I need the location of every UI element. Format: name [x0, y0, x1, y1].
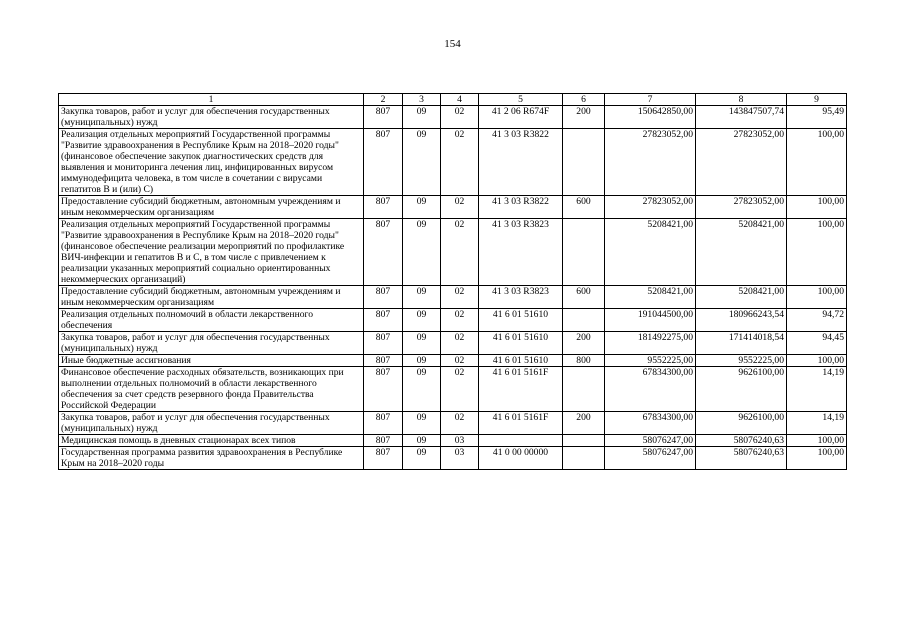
- code-cell: 807: [364, 435, 403, 447]
- table-row: [59, 309, 847, 332]
- code-cell: 600: [563, 196, 605, 219]
- code-cell: 41 6 01 5161F: [479, 412, 563, 435]
- percent-cell: 100,00: [787, 219, 847, 286]
- column-header: 9: [787, 94, 847, 106]
- amount-cell: 58076247,00: [605, 447, 696, 470]
- row-name-cell: Медицинская помощь в дневных стационарах всех типов: [59, 435, 364, 447]
- percent-cell: 94,45: [787, 332, 847, 355]
- code-cell: 02: [441, 309, 479, 332]
- code-cell: 41 3 03 R3822: [479, 129, 563, 196]
- column-header: 1: [59, 94, 364, 106]
- amount-cell: 67834300,00: [605, 367, 696, 412]
- code-cell: 200: [563, 106, 605, 129]
- table-row: [59, 367, 847, 412]
- row-name-cell: Реализация отдельных полномочий в области лекарственного обеспечения: [59, 309, 364, 332]
- code-cell: 41 6 01 51610: [479, 309, 563, 332]
- code-cell: [563, 367, 605, 412]
- row-name-cell: Реализация отдельных мероприятий Государственной программы "Развитие здравоохранения в Республике Крым на 2018–2020 годы" (финансовое обеспечение реализации мероприятий по профилактике ВИЧ-инфекции и гепатитов В и С, в том числе с привлечением к реализации указанных мероприятий социально ориентированных некоммерческих организаций): [59, 219, 364, 286]
- code-cell: 09: [403, 367, 441, 412]
- code-cell: 09: [403, 447, 441, 470]
- table-row: [59, 286, 847, 309]
- table-row: [59, 332, 847, 355]
- row-name-cell: Финансовое обеспечение расходных обязательств, возникающих при выполнении отдельных полномочий в области лекарственного обеспечения за счет средств резервного фонда Правительства Российской Федерации: [59, 367, 364, 412]
- code-cell: 807: [364, 129, 403, 196]
- column-header: 3: [403, 94, 441, 106]
- code-cell: 03: [441, 435, 479, 447]
- percent-cell: 100,00: [787, 355, 847, 367]
- column-header: 5: [479, 94, 563, 106]
- row-name-cell: Предоставление субсидий бюджетным, автономным учреждениям и иным некоммерческим организациям: [59, 286, 364, 309]
- row-name-cell: Государственная программа развития здравоохранения в Республике Крым на 2018–2020 годы: [59, 447, 364, 470]
- column-header: 4: [441, 94, 479, 106]
- amount-cell: 58076240,63: [696, 435, 787, 447]
- code-cell: 807: [364, 367, 403, 412]
- row-name-cell: Закупка товаров, работ и услуг для обеспечения государственных (муниципальных) нужд: [59, 412, 364, 435]
- code-cell: [479, 435, 563, 447]
- amount-cell: 27823052,00: [605, 129, 696, 196]
- code-cell: 807: [364, 196, 403, 219]
- table-row: [59, 196, 847, 219]
- row-name-cell: Предоставление субсидий бюджетным, автономным учреждениям и иным некоммерческим организациям: [59, 196, 364, 219]
- amount-cell: 27823052,00: [605, 196, 696, 219]
- code-cell: [563, 219, 605, 286]
- amount-cell: 58076240,63: [696, 447, 787, 470]
- table-row: [59, 219, 847, 286]
- amount-cell: 5208421,00: [696, 219, 787, 286]
- amount-cell: 5208421,00: [605, 219, 696, 286]
- amount-cell: 191044500,00: [605, 309, 696, 332]
- code-cell: 41 3 03 R3822: [479, 196, 563, 219]
- row-name-cell: Закупка товаров, работ и услуг для обеспечения государственных (муниципальных) нужд: [59, 332, 364, 355]
- table-row: [59, 435, 847, 447]
- row-name-cell: Закупка товаров, работ и услуг для обеспечения государственных (муниципальных) нужд: [59, 106, 364, 129]
- code-cell: 09: [403, 196, 441, 219]
- column-header: 6: [563, 94, 605, 106]
- table-header-row: [59, 94, 847, 106]
- code-cell: 807: [364, 309, 403, 332]
- code-cell: 02: [441, 367, 479, 412]
- amount-cell: 67834300,00: [605, 412, 696, 435]
- percent-cell: 100,00: [787, 286, 847, 309]
- code-cell: 41 3 03 R3823: [479, 286, 563, 309]
- code-cell: 02: [441, 219, 479, 286]
- code-cell: 02: [441, 196, 479, 219]
- code-cell: 02: [441, 106, 479, 129]
- code-cell: 02: [441, 355, 479, 367]
- percent-cell: 14,19: [787, 367, 847, 412]
- table-row: [59, 412, 847, 435]
- code-cell: 03: [441, 447, 479, 470]
- code-cell: 41 0 00 00000: [479, 447, 563, 470]
- amount-cell: 58076247,00: [605, 435, 696, 447]
- code-cell: 807: [364, 447, 403, 470]
- column-header: 2: [364, 94, 403, 106]
- code-cell: 600: [563, 286, 605, 309]
- code-cell: 02: [441, 332, 479, 355]
- column-header: 7: [605, 94, 696, 106]
- code-cell: 41 2 06 R674F: [479, 106, 563, 129]
- amount-cell: 181492275,00: [605, 332, 696, 355]
- code-cell: [563, 309, 605, 332]
- percent-cell: 95,49: [787, 106, 847, 129]
- code-cell: 800: [563, 355, 605, 367]
- code-cell: [563, 435, 605, 447]
- code-cell: 09: [403, 286, 441, 309]
- amount-cell: 9626100,00: [696, 367, 787, 412]
- code-cell: 807: [364, 412, 403, 435]
- code-cell: 807: [364, 219, 403, 286]
- code-cell: 02: [441, 286, 479, 309]
- amount-cell: 180966243,54: [696, 309, 787, 332]
- code-cell: 41 6 01 5161F: [479, 367, 563, 412]
- code-cell: 807: [364, 106, 403, 129]
- amount-cell: 27823052,00: [696, 196, 787, 219]
- code-cell: 41 6 01 51610: [479, 332, 563, 355]
- table-row: [59, 355, 847, 367]
- percent-cell: 100,00: [787, 129, 847, 196]
- amount-cell: 5208421,00: [696, 286, 787, 309]
- amount-cell: 143847507,74: [696, 106, 787, 129]
- percent-cell: 100,00: [787, 196, 847, 219]
- row-name-cell: Реализация отдельных мероприятий Государственной программы "Развитие здравоохранения в Республике Крым на 2018–2020 годы" (финансовое обеспечение закупок диагностических средств для выявления и мониторинга лечения лиц, инфицированных вирусом иммунодефицита человека, в том числе в сочетании с вирусами гепатитов В и (или) С): [59, 129, 364, 196]
- percent-cell: 100,00: [787, 447, 847, 470]
- code-cell: 200: [563, 332, 605, 355]
- code-cell: 09: [403, 129, 441, 196]
- code-cell: 02: [441, 412, 479, 435]
- code-cell: 807: [364, 355, 403, 367]
- code-cell: 09: [403, 332, 441, 355]
- code-cell: 09: [403, 106, 441, 129]
- amount-cell: 171414018,54: [696, 332, 787, 355]
- code-cell: 09: [403, 412, 441, 435]
- code-cell: 200: [563, 412, 605, 435]
- column-header: 8: [696, 94, 787, 106]
- percent-cell: 94,72: [787, 309, 847, 332]
- row-name-cell: Иные бюджетные ассигнования: [59, 355, 364, 367]
- amount-cell: 9552225,00: [605, 355, 696, 367]
- code-cell: 41 3 03 R3823: [479, 219, 563, 286]
- code-cell: 02: [441, 129, 479, 196]
- amount-cell: 5208421,00: [605, 286, 696, 309]
- code-cell: 09: [403, 355, 441, 367]
- budget-table: [58, 93, 847, 470]
- amount-cell: 9626100,00: [696, 412, 787, 435]
- amount-cell: 150642850,00: [605, 106, 696, 129]
- code-cell: 09: [403, 219, 441, 286]
- amount-cell: 9552225,00: [696, 355, 787, 367]
- table-row: [59, 129, 847, 196]
- table-row: [59, 106, 847, 129]
- code-cell: [563, 447, 605, 470]
- code-cell: 807: [364, 332, 403, 355]
- table-row: [59, 447, 847, 470]
- code-cell: 09: [403, 309, 441, 332]
- amount-cell: 27823052,00: [696, 129, 787, 196]
- percent-cell: 100,00: [787, 435, 847, 447]
- code-cell: 09: [403, 435, 441, 447]
- code-cell: [563, 129, 605, 196]
- percent-cell: 14,19: [787, 412, 847, 435]
- page-number: 154: [444, 38, 461, 50]
- code-cell: 807: [364, 286, 403, 309]
- code-cell: 41 6 01 51610: [479, 355, 563, 367]
